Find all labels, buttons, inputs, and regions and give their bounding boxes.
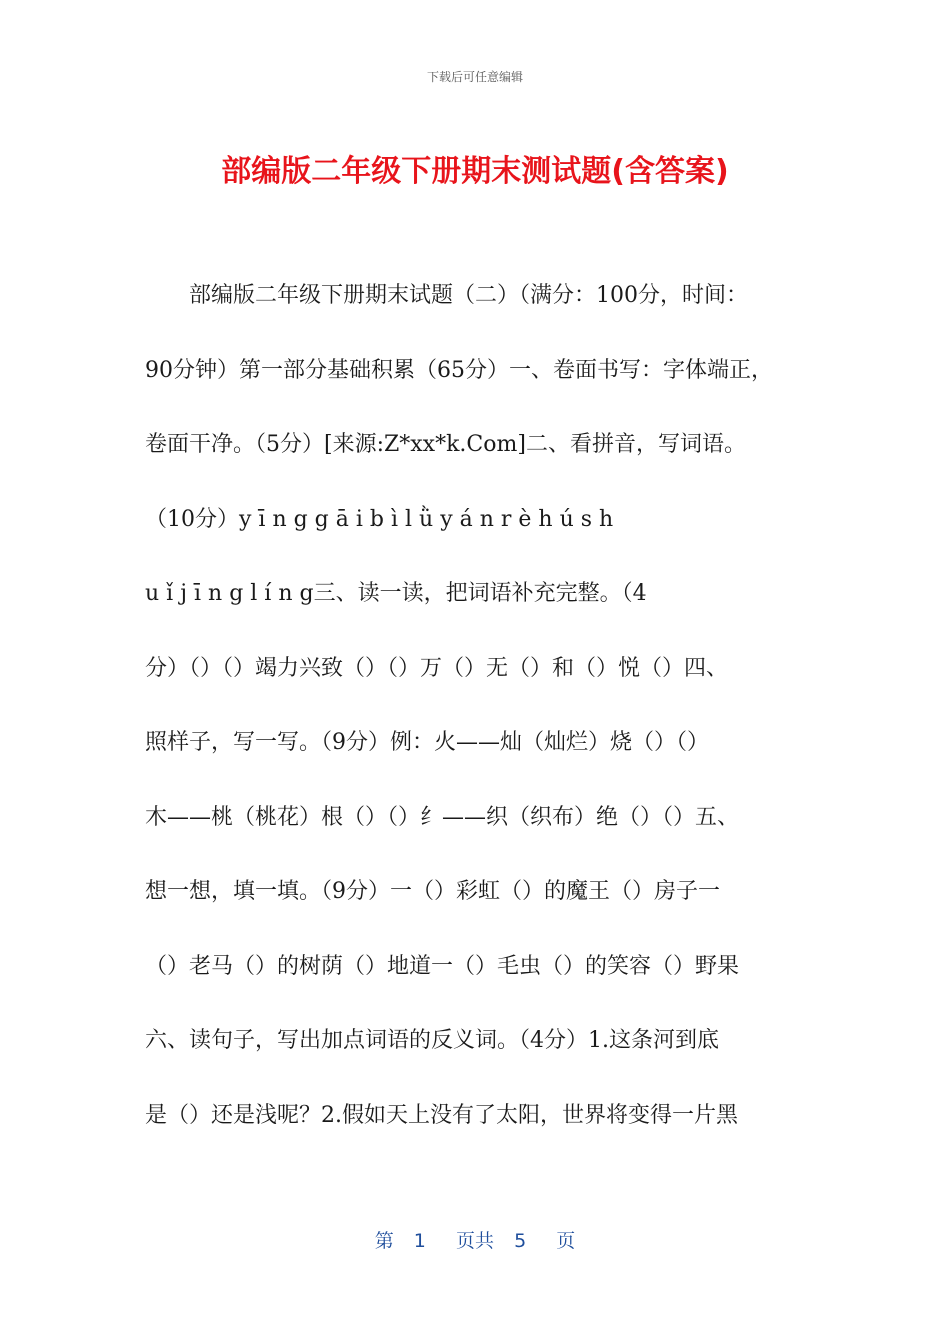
- body-line: 部编版二年级下册期末试题（二）（满分：100分，时间：: [145, 283, 748, 308]
- body-line: 照样子，写一写。（9分）例：火——灿（灿烂）烧（）（）: [145, 730, 709, 755]
- page-number: 第 1 页共 5 页: [374, 1230, 576, 1252]
- body-line: 分）（）（）竭力兴致（）（）万（）无（）和（）悦（）四、: [145, 655, 729, 681]
- document-title: 部编版二年级下册期末测试题(含答案): [221, 154, 729, 189]
- body-line: 90分钟）第一部分基础积累（65分）一、卷面书写：字体端正，: [145, 357, 773, 383]
- body-line: 想一想，填一填。（9分）一（）彩虹（）的魔王（）房子一: [145, 879, 720, 904]
- watermark-text: 下载后可任意编辑: [426, 70, 523, 84]
- body-line: u ǐ j ī n g l í n g三、读一读，把词语补充完整。（4: [145, 581, 647, 606]
- page-footer: [0, 1226, 950, 1253]
- body-line: 木——桃（桃花）根（）（）纟——织（织布）绝（）（）五、: [145, 804, 740, 830]
- body-line: 六、读句子，写出加点词语的反义词。（4分）1.这条河到底: [145, 1028, 719, 1053]
- body-line: 卷面干净。（5分）[来源:Z*xx*k.Com]二、看拼音，写词语。: [145, 432, 746, 457]
- body-line: （10分）y ī n g g ā i b ì l ǜ y á n r è h ú s h: [145, 506, 614, 532]
- body-line: 是（）还是浅呢？2.假如天上没有了太阳，世界将变得一片黑: [145, 1102, 738, 1128]
- document-body: [145, 268, 815, 1162]
- body-line: （）老马（）的树荫（）地道一（）毛虫（）的笑容（）野果: [145, 953, 740, 979]
